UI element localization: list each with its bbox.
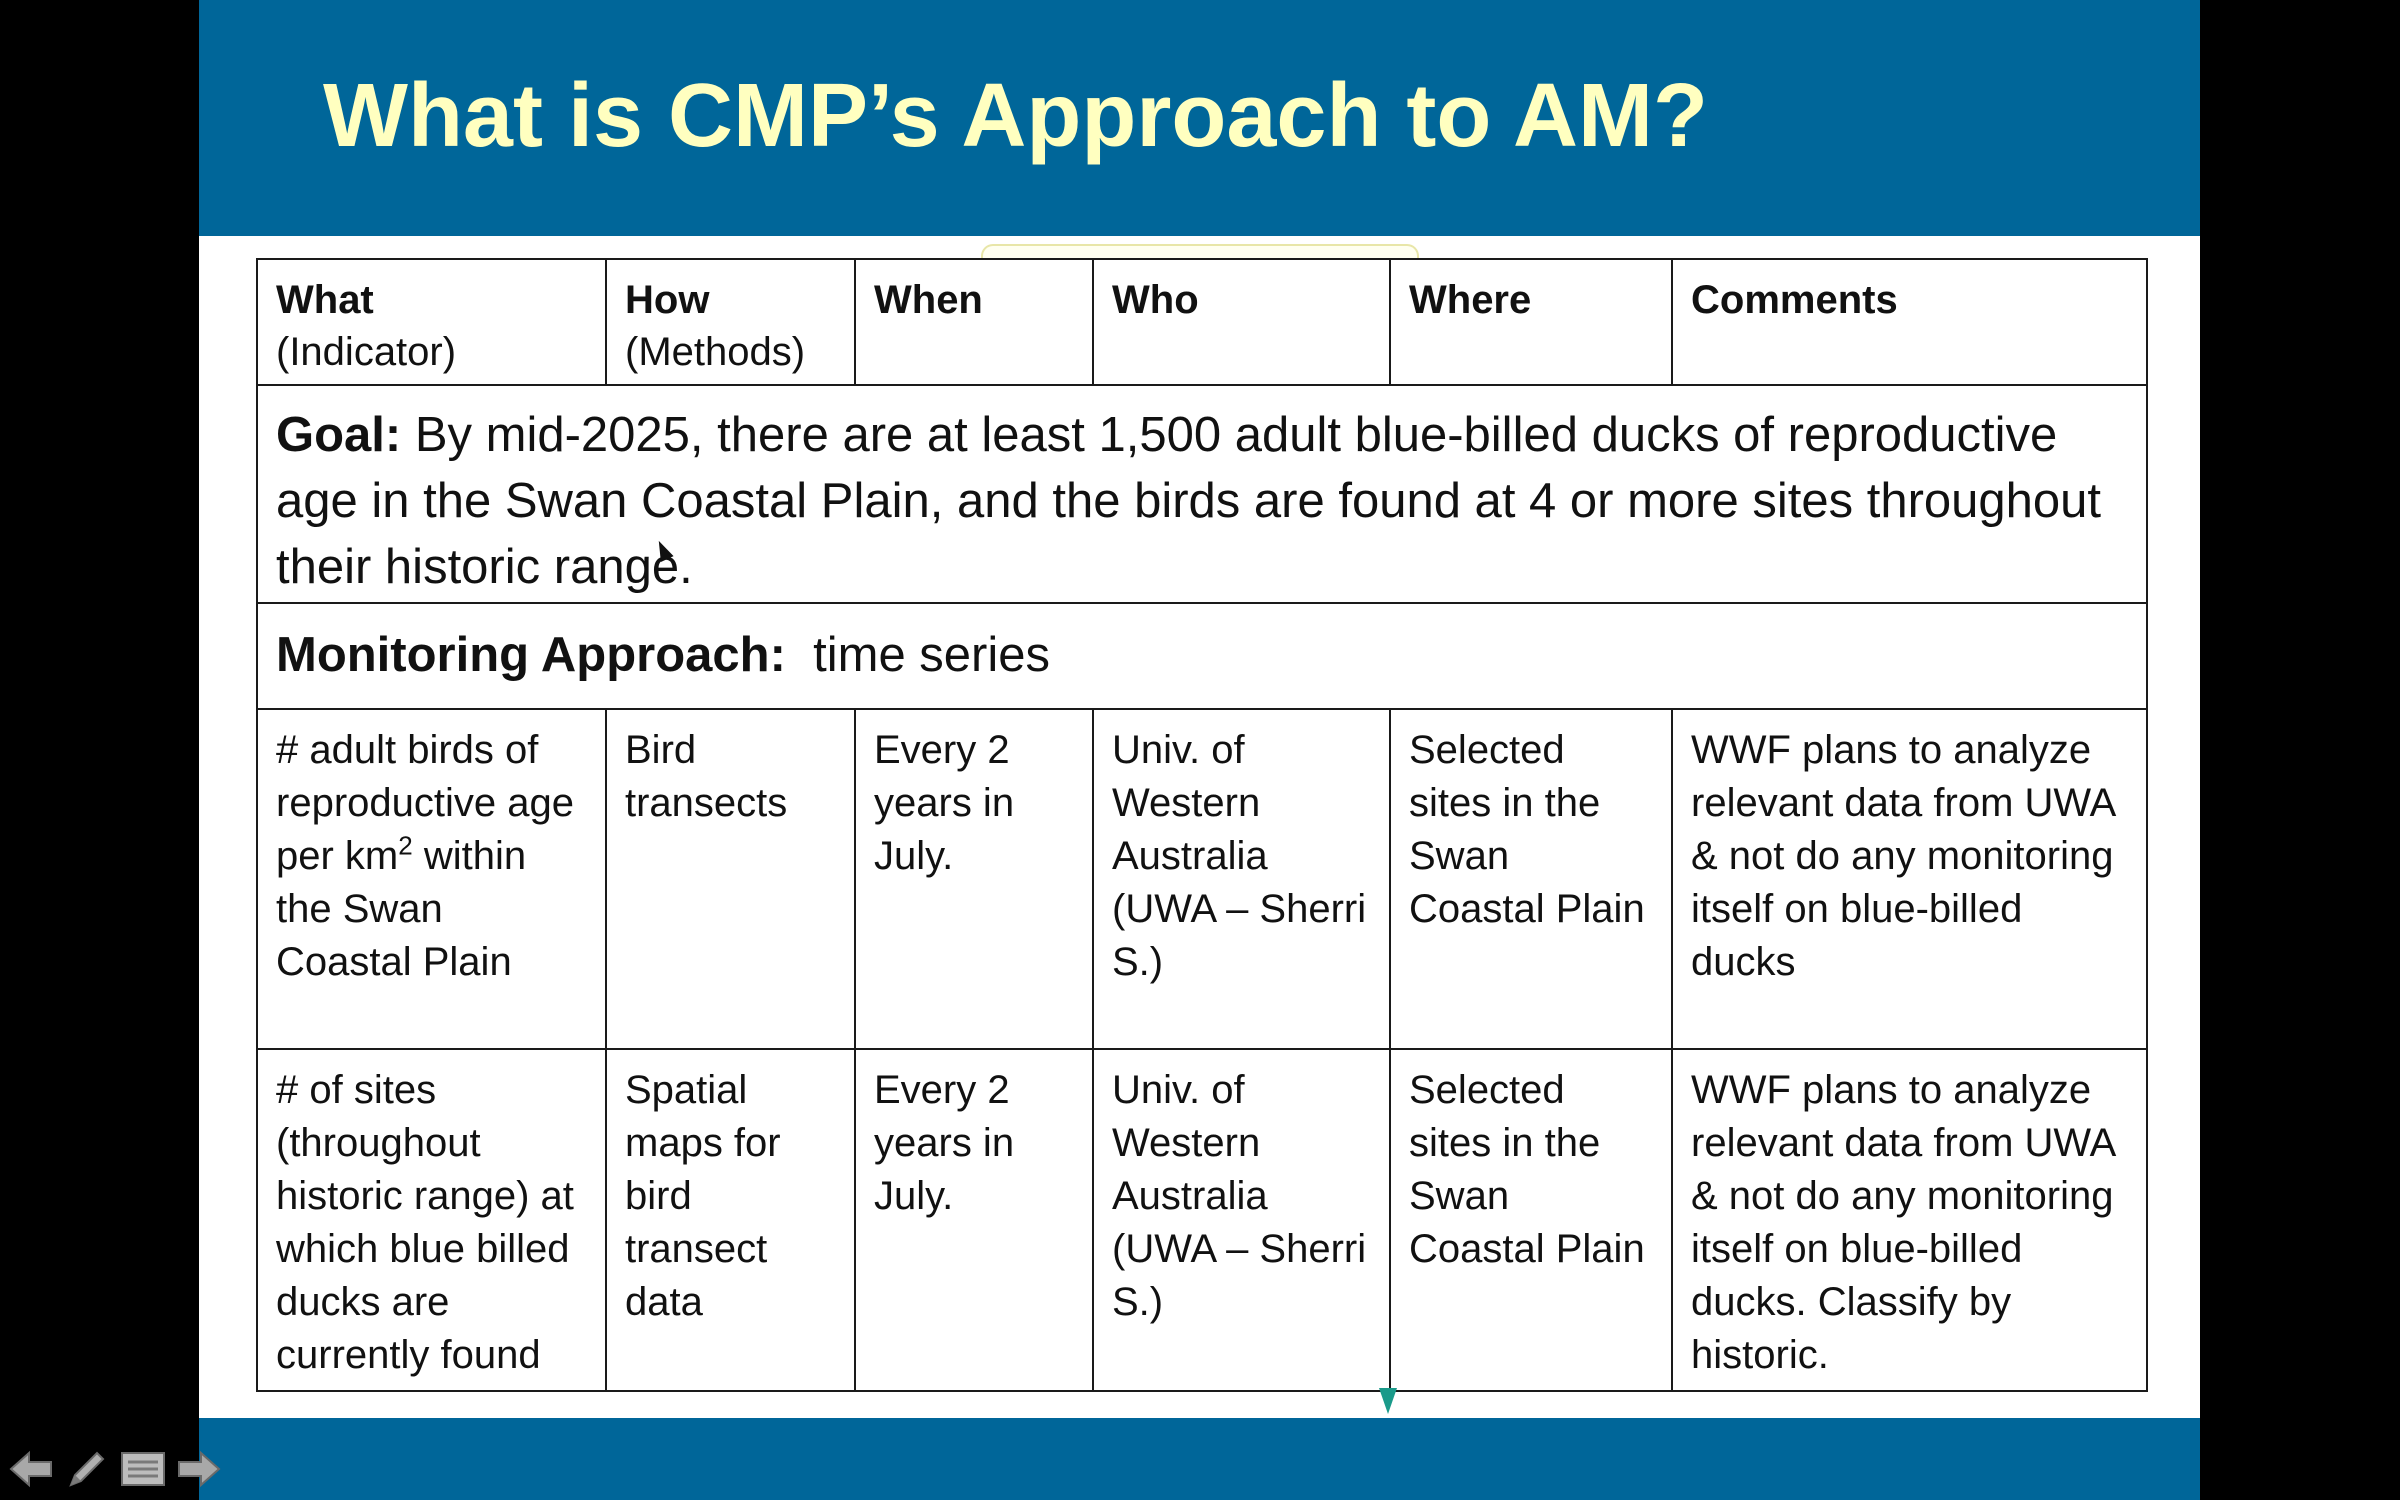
approach-row — [257, 603, 2147, 709]
cell-when: Every 2 years in July. — [855, 709, 1093, 1049]
cell-who: Univ. of Western Australia (UWA – Sherri S.) — [1093, 1049, 1390, 1391]
pen-icon[interactable] — [64, 1446, 110, 1492]
header-where — [1390, 259, 1672, 385]
table-row — [257, 1049, 2147, 1391]
header-where-label: Where — [1409, 278, 1532, 322]
goal-text: By mid-2025, there are at least 1,500 adult blue-billed ducks of reproductive age in the Swan Coastal Plain, and the birds are found at 4 or more sites throughout their historic range. — [276, 408, 2102, 594]
slide-nav-toolbar — [8, 1446, 222, 1492]
cell-comments: WWF plans to analyze relevant data from UWA & not do any monitoring itself on blue-billed ducks — [1672, 709, 2147, 1049]
cell-comments: WWF plans to analyze relevant data from UWA & not do any monitoring itself on blue-billed ducks. Classify by historic. — [1672, 1049, 2147, 1391]
header-what-sub: (Indicator) — [276, 330, 457, 374]
menu-icon[interactable] — [120, 1446, 166, 1492]
cell-where: Selected sites in the Swan Coastal Plain — [1390, 709, 1672, 1049]
table-row — [257, 709, 2147, 1049]
arrow-left-icon[interactable] — [8, 1446, 54, 1492]
cell-how: Spatial maps for bird transect data — [606, 1049, 855, 1391]
header-row — [257, 259, 2147, 385]
what-text-tail: within the Swan Coastal Plain — [276, 834, 527, 984]
cell-what — [257, 709, 606, 1049]
goal-cell — [257, 385, 2147, 603]
cell-when: Every 2 years in July. — [855, 1049, 1093, 1391]
approach-label: Monitoring Approach: — [276, 628, 786, 682]
header-how — [606, 259, 855, 385]
what-text: # adult birds of reproductive age per km — [276, 728, 574, 878]
monitoring-table — [256, 258, 2148, 1392]
header-how-label: How — [625, 278, 710, 322]
slide-title: What is CMP’s Approach to AM? — [323, 66, 1708, 166]
cell-where: Selected sites in the Swan Coastal Plain — [1390, 1049, 1672, 1391]
goal-row — [257, 385, 2147, 603]
pointer-marker — [1379, 1388, 1397, 1414]
title-bar — [199, 0, 2200, 236]
cell-who: Univ. of Western Australia (UWA – Sherri S.) — [1093, 709, 1390, 1049]
header-when — [855, 259, 1093, 385]
header-how-sub: (Methods) — [625, 330, 806, 374]
header-what-label: What — [276, 278, 374, 322]
superscript: 2 — [398, 830, 413, 861]
header-who-label: Who — [1112, 278, 1199, 322]
header-when-label: When — [874, 278, 983, 322]
cell-how: Bird transects — [606, 709, 855, 1049]
slide — [199, 0, 2200, 1500]
cell-what: # of sites (throughout historic range) at which blue billed ducks are currently found — [257, 1049, 606, 1391]
goal-label: Goal: — [276, 408, 402, 462]
header-comments — [1672, 259, 2147, 385]
header-what — [257, 259, 606, 385]
header-comments-label: Comments — [1691, 278, 1898, 322]
arrow-right-icon[interactable] — [176, 1446, 222, 1492]
approach-text: time series — [813, 628, 1051, 682]
header-who — [1093, 259, 1390, 385]
approach-cell — [257, 603, 2147, 709]
bottom-bar — [199, 1418, 2200, 1500]
